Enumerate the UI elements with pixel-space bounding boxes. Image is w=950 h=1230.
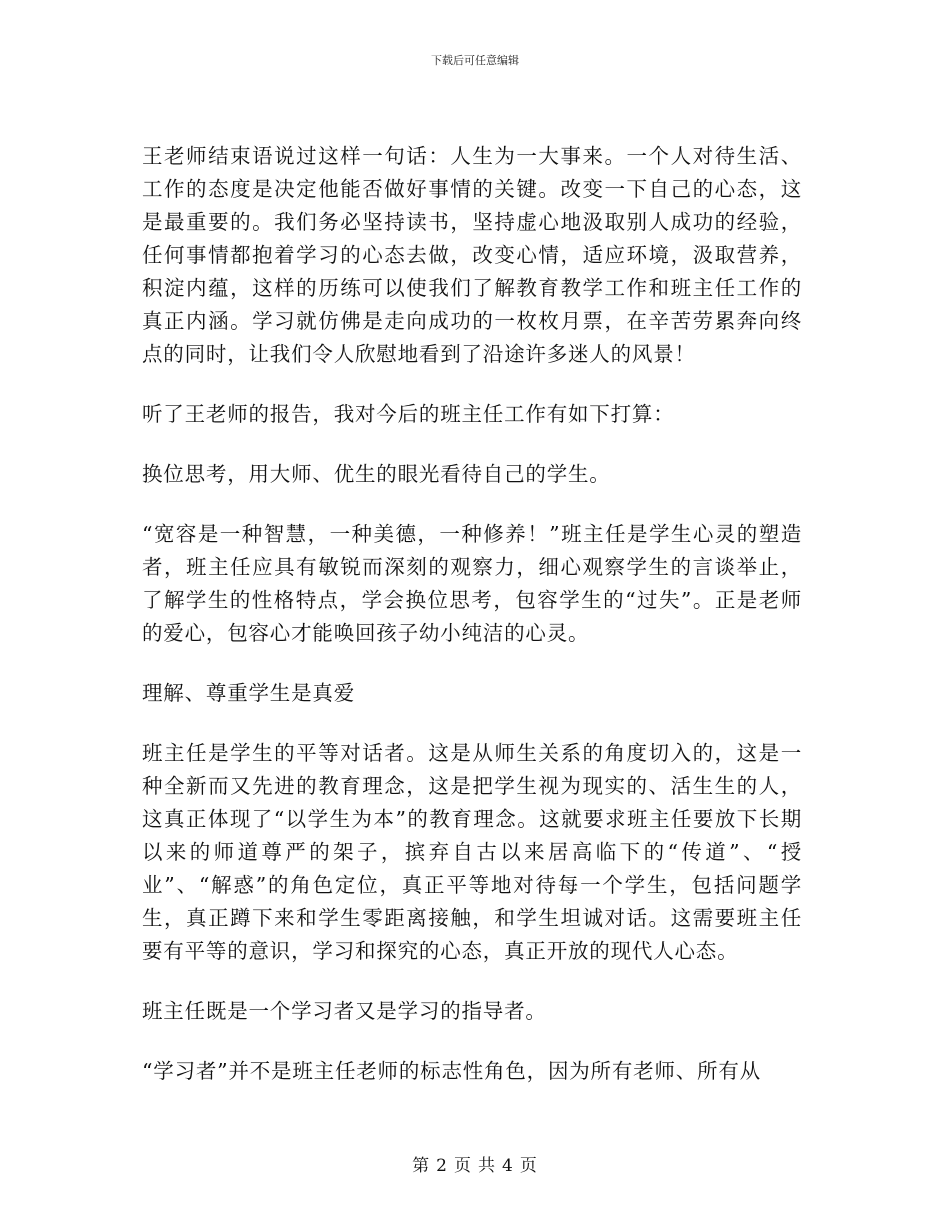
paragraph-2: 听了王老师的报告，我对今后的班主任工作有如下打算：: [142, 402, 675, 426]
section-heading-3: 班主任既是一个学习者又是学习的指导者。: [142, 999, 547, 1023]
page-number-current: 2: [436, 1156, 448, 1176]
section-heading-1: 换位思考，用大师、优生的眼光看待自己的学生。: [142, 462, 611, 486]
paragraph-1: 王老师结束语说过这样一句话：人生为一大事来。一个人对待生活、工作的态度是决定他能否做好事情的关键。改变一下自己的心态，这是最重要的。我们务必坚持读书，坚持虚心地汲取别人成功的经验，任何事情都抱着学习的心态去做，改变心情，适应环境，汲取营养，积淀内蕴，这样的历练可以使我们了解教育教学工作和班主任工作的真正内涵。学习就仿佛是走向成功的一枚枚月票，在辛苦劳累奔向终点的同时，让我们令人欣慰地看到了沿途许多迷人的风景！: [142, 144, 802, 366]
footer-label-ye-2: 页: [519, 1156, 538, 1176]
footer-label-ye: 页: [454, 1156, 472, 1176]
page-number-total: 4: [502, 1156, 514, 1176]
paragraph-4: 班主任是学生的平等对话者。这是从师生关系的角度切入的，这是一种全新而又先进的教育理念，这是把学生视为现实的、活生生的人，这真正体现了“以学生为本”的教育理念。这就要求班主任要放下长期以来的师道尊严的架子，摈弃自古以来居高临下的“传道”、“授业”、“解惑”的角色定位，真正平等地对待每一个学生，包括问题学生，真正蹲下来和学生零距离接触，和学生坦诚对话。这需要班主任要有平等的意识，学习和探究的心态，真正开放的现代人心态。: [142, 741, 802, 963]
page-header: 下载后可任意编辑: [431, 54, 519, 67]
paragraph-5: “学习者”并不是班主任老师的标志性角色，因为所有老师、所有从: [142, 1059, 761, 1083]
section-heading-2: 理解、尊重学生是真爱: [142, 681, 355, 705]
footer-label-gong: 共: [478, 1156, 496, 1176]
page-footer: [0, 1156, 950, 1176]
document-body: [142, 140, 802, 1115]
paragraph-3: “宽容是一种智慧，一种美德，一种修养！”班主任是学生心灵的塑造者，班主任应具有敏锐而深刻的观察力，细心观察学生的言谈举止，了解学生的性格特点，学会换位思考，包容学生的“过失”。正是老师的爱心，包容心才能唤回孩子幼小纯洁的心灵。: [142, 522, 802, 645]
footer-label-di: 第: [412, 1156, 431, 1176]
